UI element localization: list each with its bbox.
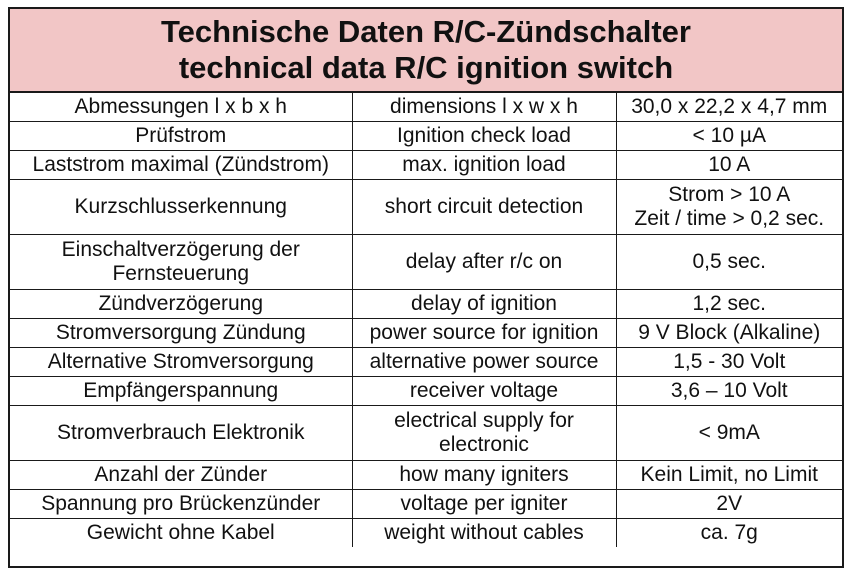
cell-english: Ignition check load (352, 122, 616, 151)
table-row (10, 235, 842, 290)
cell-german: Zündverzögerung (10, 290, 352, 319)
spec-sheet (8, 7, 844, 568)
cell-english: alternative power source (352, 348, 616, 377)
title-german: Technische Daten R/C-Zündschalter (161, 14, 691, 49)
cell-value: 1,5 - 30 Volt (616, 348, 842, 377)
cell-english: weight without cables (352, 519, 616, 548)
table-header (10, 9, 842, 93)
title-english: technical data R/C ignition switch (178, 50, 674, 85)
cell-english: dimensions l x w x h (352, 93, 616, 122)
cell-value: 3,6 – 10 Volt (616, 377, 842, 406)
cell-german: Empfängerspannung (10, 377, 352, 406)
cell-english: delay of ignition (352, 290, 616, 319)
table-row (10, 461, 842, 490)
cell-value: 1,2 sec. (616, 290, 842, 319)
cell-value-line: Strom > 10 A (668, 183, 791, 206)
cell-english (352, 406, 616, 461)
cell-english-line: electronic (439, 433, 529, 456)
cell-english: power source for ignition (352, 319, 616, 348)
cell-value: 9 V Block (Alkaline) (616, 319, 842, 348)
cell-value: 0,5 sec. (616, 235, 842, 290)
table-row (10, 93, 842, 122)
table-row (10, 180, 842, 235)
cell-german: Kurzschlusserkennung (10, 180, 352, 235)
cell-value: Kein Limit, no Limit (616, 461, 842, 490)
cell-value-line: Zeit / time > 0,2 sec. (634, 207, 825, 230)
table-row (10, 377, 842, 406)
cell-german: Prüfstrom (10, 122, 352, 151)
cell-value: 30,0 x 22,2 x 4,7 mm (616, 93, 842, 122)
spec-table (10, 93, 842, 547)
cell-german: Alternative Stromversorgung (10, 348, 352, 377)
table-row (10, 151, 842, 180)
cell-german: Gewicht ohne Kabel (10, 519, 352, 548)
cell-german: Spannung pro Brückenzünder (10, 490, 352, 519)
cell-english: max. ignition load (352, 151, 616, 180)
cell-german: Laststrom maximal (Zündstrom) (10, 151, 352, 180)
cell-english: short circuit detection (352, 180, 616, 235)
cell-german-line: Fernsteuerung (112, 262, 250, 285)
cell-german: Stromversorgung Zündung (10, 319, 352, 348)
cell-value: 10 A (616, 151, 842, 180)
cell-german: Anzahl der Zünder (10, 461, 352, 490)
table-row (10, 490, 842, 519)
cell-value: < 10 µA (616, 122, 842, 151)
table-row (10, 290, 842, 319)
cell-english: how many igniters (352, 461, 616, 490)
cell-german-line: Einschaltverzögerung der (61, 238, 300, 261)
cell-german: Abmessungen l x b x h (10, 93, 352, 122)
table-row (10, 519, 842, 548)
table-row (10, 406, 842, 461)
cell-english: voltage per igniter (352, 490, 616, 519)
cell-value (616, 180, 842, 235)
cell-value: 2V (616, 490, 842, 519)
cell-value: ca. 7g (616, 519, 842, 548)
cell-value: < 9mA (616, 406, 842, 461)
cell-english: receiver voltage (352, 377, 616, 406)
table-row (10, 122, 842, 151)
cell-english: delay after r/c on (352, 235, 616, 290)
cell-german: Stromverbrauch Elektronik (10, 406, 352, 461)
cell-german (10, 235, 352, 290)
table-row (10, 348, 842, 377)
table-row (10, 319, 842, 348)
cell-english-line: electrical supply for (394, 409, 574, 432)
